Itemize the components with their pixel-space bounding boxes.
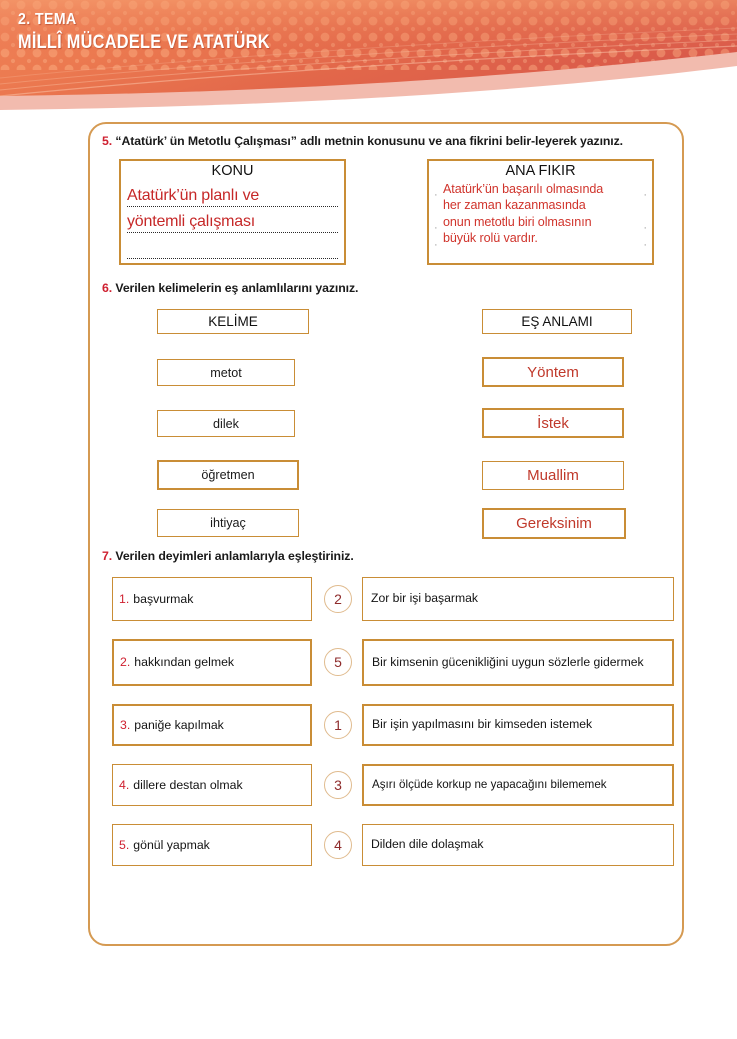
question-5-heading	[102, 134, 670, 150]
es-anlami-header: EŞ ANLAMI	[482, 309, 632, 334]
page-header-banner	[0, 0, 737, 112]
idiom-text-1: başvurmak	[133, 591, 194, 606]
es-anlami-row-3[interactable]: Muallim	[482, 461, 624, 490]
konu-answer-line-2: yöntemli çalışması	[127, 212, 255, 230]
dot-marker-left-2: ·	[434, 221, 438, 234]
kelime-row-2: dilek	[157, 410, 295, 437]
dot-marker-left-1: ·	[434, 188, 438, 201]
idiom-text-2: hakkından gelmek	[134, 655, 235, 669]
dot-marker-right-3: ·	[643, 238, 647, 251]
banner-title-group	[18, 10, 311, 54]
theme-number: 2. TEMA	[18, 11, 77, 28]
idiom-box-4[interactable]	[112, 764, 312, 806]
idiom-text-5: gönül yapmak	[133, 837, 210, 852]
question-5-number: 5.	[102, 134, 113, 148]
dot-marker-left-3: ·	[434, 238, 438, 251]
kelime-header: KELİME	[157, 309, 309, 334]
theme-title: MİLLÎ MÜCADELE VE ATATÜRK	[18, 32, 270, 53]
idiom-number-3: 3.	[120, 717, 131, 732]
konu-writing-line-3[interactable]	[127, 233, 338, 259]
content-frame	[88, 122, 684, 946]
match-circle-1[interactable]: 2	[324, 585, 352, 613]
konu-writing-line-2[interactable]	[127, 207, 338, 233]
question-6-boxes	[102, 309, 670, 541]
es-anlami-row-2[interactable]: İstek	[482, 408, 624, 438]
es-anlami-row-1[interactable]: Yöntem	[482, 357, 624, 387]
meaning-box-5[interactable]: Dilden dile dolaşmak	[362, 824, 674, 866]
konu-answer-line-1: Atatürk’ün planlı ve	[127, 186, 260, 204]
ana-fikir-line-3: onun metotlu biri olmasının	[443, 214, 592, 229]
question-6-heading	[102, 281, 670, 297]
question-7-heading	[102, 549, 670, 565]
match-row-1	[102, 577, 670, 621]
ana-fikir-line-2: her zaman kazanmasında	[443, 198, 586, 212]
meaning-box-1[interactable]: Zor bir işi başarmak	[362, 577, 674, 621]
question-5-text: “Atatürk’ ün Metotlu Çalışması” adlı metnin konusunu ve ana fikrini belir-leyerek yazınız.	[115, 134, 623, 148]
idiom-box-1[interactable]	[112, 577, 312, 621]
match-circle-4[interactable]: 3	[324, 771, 352, 799]
match-circle-5[interactable]: 4	[324, 831, 352, 859]
konu-label: KONU	[211, 162, 254, 179]
question-7-text: Verilen deyimleri anlamlarıyla eşleştiriniz.	[115, 549, 354, 563]
ana-fikir-line-4: büyük rolü vardır.	[443, 231, 538, 245]
match-circle-3[interactable]: 1	[324, 711, 352, 739]
ana-fikir-line-1: Atatürk’ün başarılı olmasında	[443, 181, 604, 196]
meaning-box-4[interactable]: Aşırı ölçüde korkup ne yapacağını bilememek	[362, 764, 674, 806]
question-7-rows	[102, 577, 670, 866]
idiom-number-1: 1.	[119, 591, 130, 606]
ana-fikir-box[interactable]	[427, 159, 654, 265]
meaning-box-3[interactable]: Bir işin yapılmasını bir kimseden istemek	[362, 704, 674, 746]
question-5-boxes	[102, 159, 670, 265]
question-6-text: Verilen kelimelerin eş anlamlılarını yazınız.	[115, 280, 359, 295]
idiom-text-4: dillere destan olmak	[133, 777, 243, 792]
idiom-box-5[interactable]	[112, 824, 312, 866]
idiom-text-3: paniğe kapılmak	[134, 717, 224, 732]
match-row-4	[102, 764, 670, 806]
es-anlami-row-4[interactable]: Gereksinim	[482, 508, 626, 539]
match-row-2	[102, 639, 670, 686]
idiom-number-2: 2.	[120, 655, 131, 669]
meaning-box-2[interactable]: Bir kimsenin gücenikliğini uygun sözlerle gidermek	[362, 639, 674, 686]
kelime-row-3: öğretmen	[157, 460, 299, 490]
kelime-row-1: metot	[157, 359, 295, 386]
match-row-5	[102, 824, 670, 866]
idiom-number-4: 4.	[119, 777, 130, 792]
match-row-3	[102, 704, 670, 746]
question-7-number: 7.	[102, 549, 113, 563]
konu-writing-line-1[interactable]	[127, 181, 338, 207]
idiom-box-3[interactable]	[112, 704, 312, 746]
kelime-row-4: ihtiyaç	[157, 509, 299, 537]
question-6-number: 6.	[102, 280, 113, 295]
idiom-box-2[interactable]	[112, 639, 312, 686]
dot-marker-right-2: ·	[643, 221, 647, 234]
match-circle-2[interactable]: 5	[324, 648, 352, 676]
idiom-number-5: 5.	[119, 837, 130, 852]
ana-fikir-answer	[429, 181, 652, 247]
konu-box[interactable]	[119, 159, 346, 265]
ana-fikir-label: ANA FIKIR	[505, 162, 576, 179]
dot-marker-right-1: ·	[643, 188, 647, 201]
